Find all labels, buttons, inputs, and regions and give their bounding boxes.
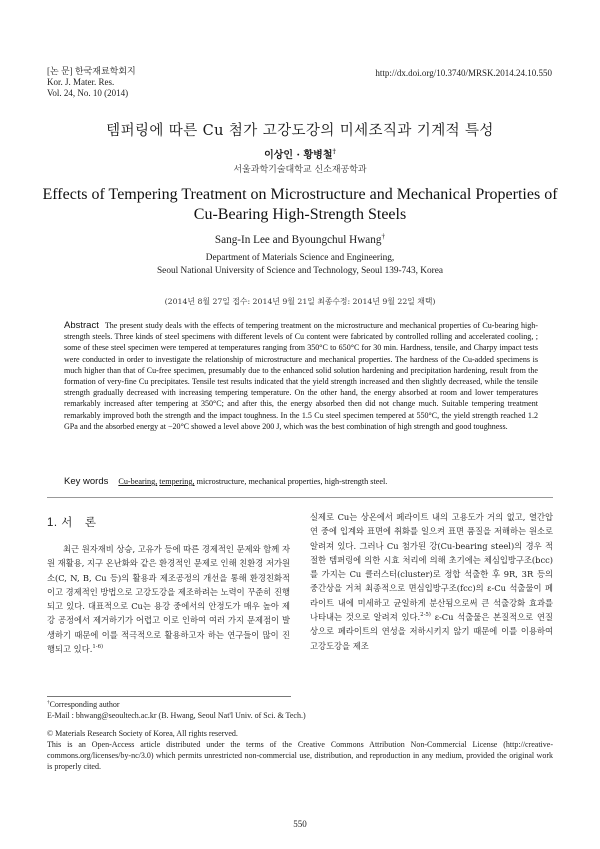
citation-ref: 2-5) (420, 612, 431, 619)
title-english: Effects of Tempering Treatment on Microstructure and Mechanical Properties of Cu-Bearing High-Strength Steels (42, 186, 558, 223)
intro-left-text: 최근 원자재비 상승, 고유가 등에 따른 경제적인 문제와 함께 자원 재활용, 지구 온난화와 같은 환경적인 문제로 인해 친환경 저가원소(C, N, B, Cu 등)의 활용과 제조공정의 개선을 통해 환경친화적이고 경제적인 방법으로 고강도강을 제조하려는 노력이 꾸준히 진행되고 있다. 대표적으로 Cu는 용강 중에서의 안정도가 매우 높아 제강 공정에서 제거하기가 어렵고 이로 인하여 여러 가지 문제점이 발생하기 때문에 이를 적극적으로 활용하고자 하는 연구들이 많이 진행되고 있다. (47, 544, 290, 655)
intro-right-text-cont: ε-Cu 석출물은 본질적으로 연질상으로 페라이트의 연성을 저하시키지 않기 때문에 이를 이용하여 고강도강을 제조 (310, 612, 553, 651)
abstract-label: Abstract (64, 320, 99, 331)
intro-right-text: 실제로 Cu는 상온에서 페라이트 내의 고용도가 거의 없고, 열간압연 중에 입계와 표면에 취화를 일으켜 표면 품질을 저해하는 원소로 알려져 있다. 그러나 Cu 첨가된 강(Cu-bearing steel)의 경우 적절한 템퍼링에 의한 시효 처리에 의해 초기에는 체심입방구조(bcc)를 가지는 Cu 클러스터(cluster)로 정합 석출한 후 9R, 3R 등의 중간상을 거쳐 최종적으로 면심입방구조(fcc)의 ε-Cu 석출물이 페라이트 내에 미세하고 균일하게 분산됨으로써 큰 석출강화 효과를 나타내는 것으로 알려져 있다. (310, 512, 553, 623)
keyword-item: tempering, (159, 477, 195, 486)
affiliation-english (60, 252, 540, 277)
journal-abbrev: Kor. J. Mater. Res. (47, 77, 115, 87)
received-dates: (2014년 8월 27일 접수: 2014년 9월 21일 최종수정: 2014년 9월 22일 채택) (164, 297, 436, 306)
journal-name-ko: [논 문] 한국재료학회지 (47, 66, 136, 76)
journal-header (47, 66, 136, 99)
authors-english-mark: † (381, 232, 386, 241)
corresponding-author-note (47, 699, 553, 721)
abstract-text: The present study deals with the effects of tempering treatment on the microstructure and mechanical properties of Cu-bearing high-strength steels. Three kinds of steel specimens with different levels of Cu content were fabricated by controlled rolling and accelerated cooling, ; some of these steel specimen were tempered at temperatures ranging from 350°C to 650°C for 30 min. Hardness, tensile, and Charpy impact tests were conducted in order to investigate the relationship of microstructure and mechanical properties. The hardness of the Cu-added specimens is much higher than that of Cu-free specimen, presumably due to the enhanced solid solution hardening and precipitation hardening, result from the formation of very-fine Cu precipitates. Tensile test results indicated that the yield strength increased and then slightly decreased, while the tensile strength gradually decreased with increasing tempering temperature. On the other hand, the energy absorbed at room and lower temperatures remarkably increased after tempering at 350°C; and after this, the energy absorbed then did not change much. Suitable tempering treatment remarkably improved both the strength and the impact toughness. In the 1.5 Cu steel specimen tempered at 550°C, the yield strength reached 1.2 GPa and the absorbed energy at −20°C showed a level above 200 J, which was the best combination of high strength and good toughness. (64, 321, 538, 431)
affiliation-korean: 서울과학기술대학교 신소재공학과 (233, 165, 367, 175)
corresponding-label: Corresponding author (49, 700, 120, 709)
corresponding-author (47, 699, 553, 710)
title-korean: 템퍼링에 따른 Cu 첨가 고강도강의 미세조직과 기계적 특성 (106, 123, 494, 139)
copyright: © Materials Research Society of Korea, All rights reserved. (47, 729, 238, 738)
abstract (64, 320, 538, 432)
intro-left-column (47, 542, 290, 656)
authors-korean-names: 이상인 · 황병철 (264, 150, 333, 161)
footnote-divider (47, 696, 291, 697)
section-heading-introduction: 1. 서 론 (47, 517, 97, 529)
authors-english-names: Sang-In Lee and Byoungchul Hwang (214, 234, 382, 246)
page-number: 550 (293, 819, 307, 829)
citation-ref: 1-6) (92, 644, 104, 651)
license-text: This is an Open-Access article distributed under the terms of the Creative Commons Attribution Non-Commercial License (http://creative-commons.org/licenses/by-nc/3.0) which permits unrestricted non-commercial use, distribution, and reproduction in any medium, provided the original work is properly cited. (47, 740, 553, 771)
keyword-item: mechanical properties, (248, 477, 323, 486)
keywords-label: Key words (64, 476, 109, 487)
license-note (47, 728, 553, 772)
authors-korean (0, 146, 600, 161)
authors-korean-mark: † (332, 147, 336, 156)
intro-right-column (310, 510, 553, 653)
affiliation-english-univ: Seoul National University of Science and Technology, Seoul 139-743, Korea (157, 265, 443, 276)
affiliation-english-dept: Department of Materials Science and Engineering, (205, 253, 395, 263)
doi-link[interactable]: http://dx.doi.org/10.3740/MRSK.2014.24.10.550 (375, 68, 552, 78)
author-email: E-Mail : bhwang@seoultech.ac.kr (B. Hwang, Seoul Nat'l Univ. of Sci. & Tech.) (47, 711, 306, 720)
keywords (64, 476, 538, 487)
authors-english (0, 234, 600, 246)
keyword-item: Cu-bearing, (118, 477, 158, 486)
section-divider (47, 497, 553, 498)
journal-volume: Vol. 24, No. 10 (2014) (47, 88, 129, 98)
keyword-item: high-strength steel. (324, 477, 388, 486)
keyword-item: microstructure, (196, 477, 247, 486)
corresponding-mark: † (47, 699, 50, 706)
